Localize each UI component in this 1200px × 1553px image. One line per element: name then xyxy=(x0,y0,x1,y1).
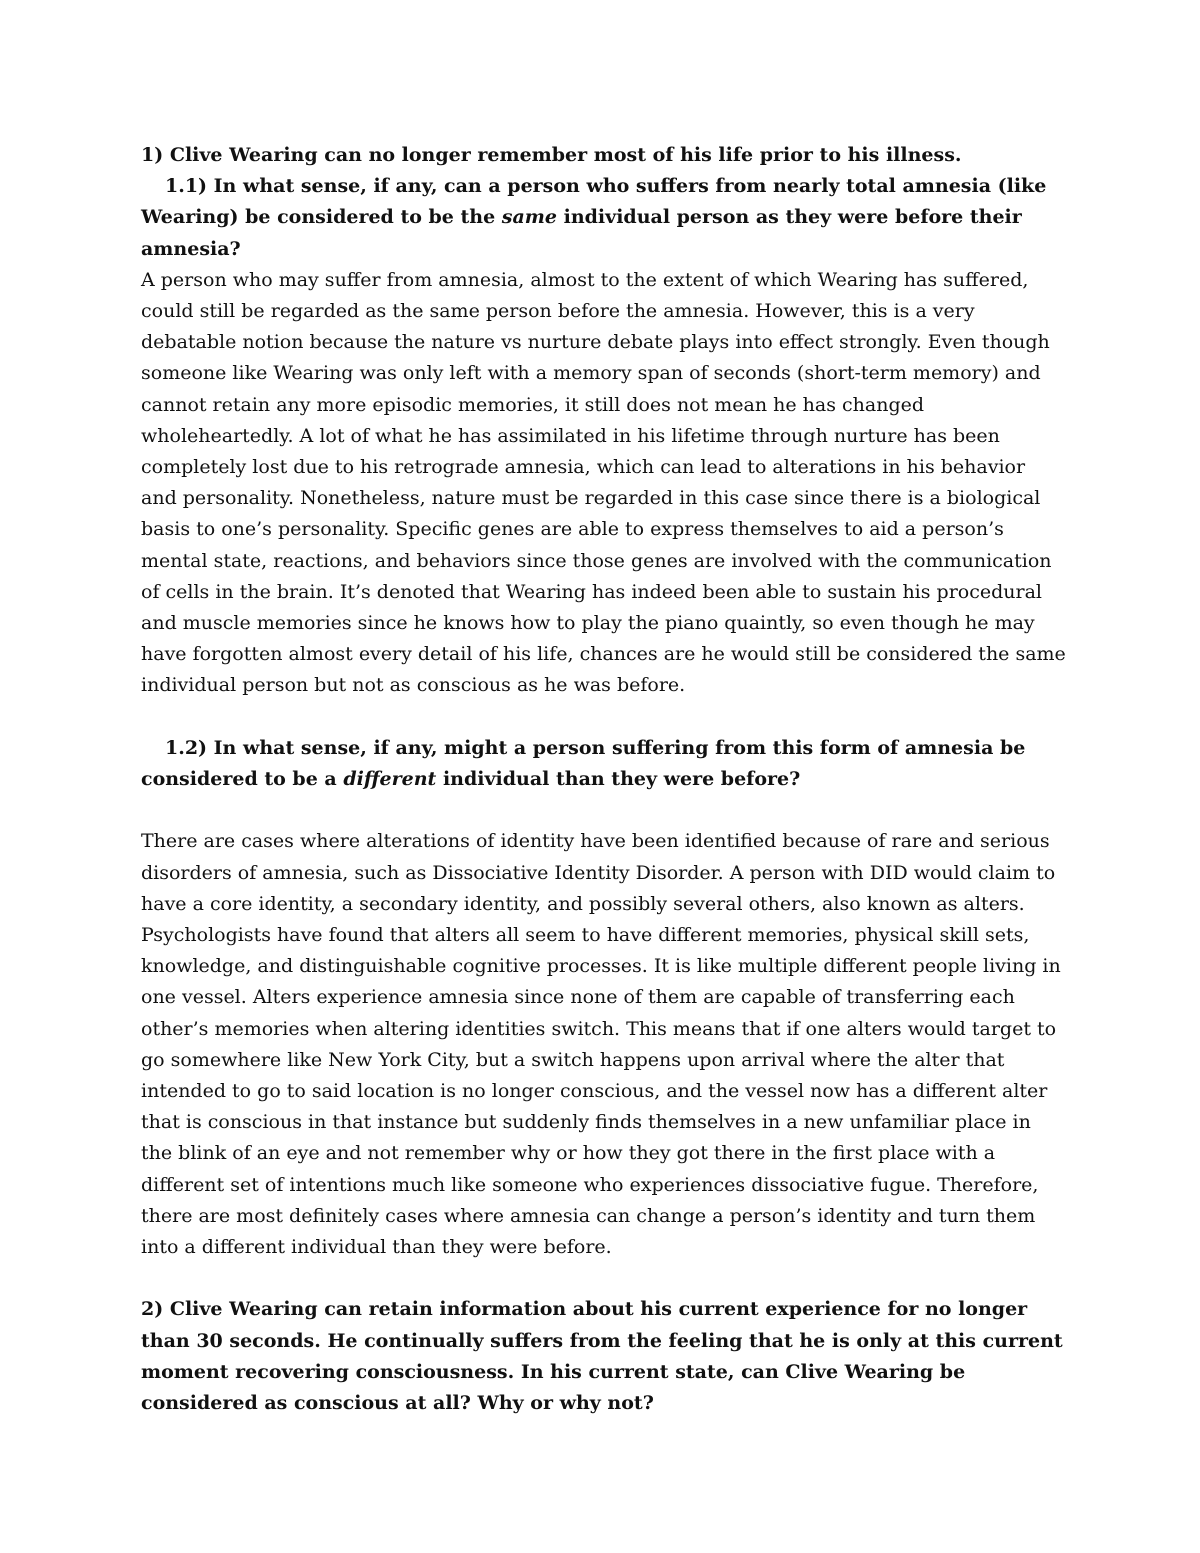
answer-1-2: There are cases where alterations of identity have been identified because of rare and serious disorders of amnesia, such as Dissociative Identity Disorder. A person with DID would claim to have a core identity, a secondary identity, and possibly several others, also known as alters. Psychologists have found that alters all seem to have different memories, physical skill sets, knowledge, and distinguishable cognitive processes. It is like multiple different people living in one vessel. Alters experience amnesia since none of them are capable of transferring each other’s memories when altering identities switch. This means that if one alters would target to go somewhere like New York City, but a switch happens upon arrival where the alter that intended to go to said location is no longer conscious, and the vessel now has a different alter that is conscious in that instance but suddenly finds themselves in a new unfamiliar place in the blink of an eye and not remember why or how they got there in the first place with a different set of intentions much like someone who experiences dissociative fugue. Therefore, there are most definitely cases where amnesia can change a person’s identity and turn them into a different individual than they were before. xyxy=(141,830,1061,1259)
answer-1-1: A person who may suffer from amnesia, almost to the extent of which Wearing has suffered, could still be regarded as the same person before the amnesia. However, this is a very debatable notion because the nature vs nurture debate plays into effect strongly. Even though someone like Wearing was only left with a memory span of seconds (short-term memory) and cannot retain any more episodic memories, it still does not mean he has changed wholeheartedly. A lot of what he has assimilated in his lifetime through nurture has been completely lost due to his retrograde amnesia, which can lead to alterations in his behavior and personality. Nonetheless, nature must be regarded in this case since there is a biological basis to one’s personality. Specific genes are able to express themselves to aid a person’s mental state, reactions, and behaviors since those genes are involved with the communication of cells in the brain. It’s denoted that Wearing has indeed been able to sustain his procedural and muscle memories since he knows how to play the piano quaintly, so even though he may have forgotten almost every detail of his life, chances are he would still be considered the same individual person but not as conscious as he was before. xyxy=(141,268,1066,697)
question-1-2-prefix: 1.2) In what sense, if any, might a person suffering from this form of amnesia be considered to be a xyxy=(141,736,1026,791)
question-1-2-suffix: individual than they were before? xyxy=(436,768,801,791)
question-1-1-heading xyxy=(141,171,1066,265)
question-1-heading: 1) Clive Wearing can no longer remember most of his life prior to his illness. xyxy=(141,144,962,166)
question-2-heading: 2) Clive Wearing can retain information about his current experience for no longer than 30 seconds. He continually suffers from the feeling that he is only at this current moment recovering consciousness. In his current state, can Clive Wearing be considered as conscious at all? Why or why not? xyxy=(141,1298,1063,1415)
question-1-2-emphasis: different xyxy=(343,768,437,791)
paragraph-spacer xyxy=(141,702,1066,733)
question-1-1-suffix: individual person as they were before their amnesia? xyxy=(141,206,1022,260)
paragraph-spacer xyxy=(141,1263,1066,1294)
paragraph-spacer xyxy=(141,795,1066,826)
question-1-2-heading xyxy=(141,733,1066,795)
document-body xyxy=(141,140,1066,1419)
question-1-1-prefix: 1.1) In what sense, if any, can a person who suffers from nearly total amnesia (like Wearing) be considered to be the xyxy=(141,175,1047,229)
question-1-1-emphasis: same xyxy=(501,206,557,229)
